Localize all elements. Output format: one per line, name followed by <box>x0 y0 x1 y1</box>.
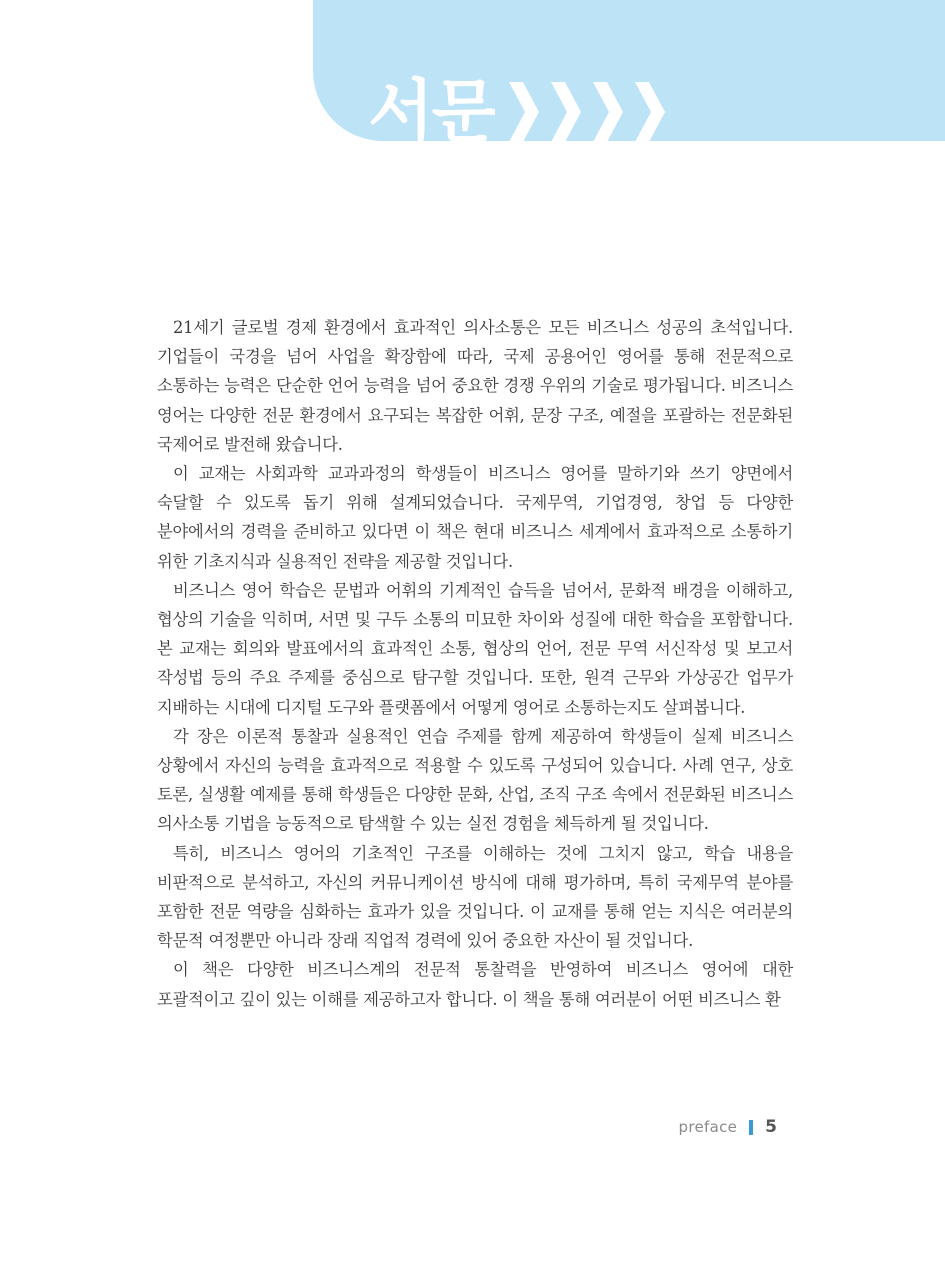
body-paragraph: 특히, 비즈니스 영어의 기초적인 구조를 이해하는 것에 그치지 않고, 학습 내용을 비판적으로 분석하고, 자신의 커뮤니케이션 방식에 대해 평가하며, 특히 국제무역 분야를 포함한 전문 역량을 심화하는 효과가 있을 것입니다. 이 교재를 통해 얻는 지식은 여러분의 학문적 여정뿐만 아니라 장래 직업적 경력에 있어 중요한 자산이 될 것입니다. <box>157 843 793 951</box>
chevron-right-icon <box>629 72 671 144</box>
running-label: preface <box>678 1118 738 1136</box>
preface-body <box>157 313 793 1014</box>
body-paragraph: 이 교재는 사회과학 교과과정의 학생들이 비즈니스 영어를 말하기와 쓰기 양면에서 숙달할 수 있도록 돕기 위해 설계되었습니다. 국제무역, 기업경영, 창업 등 다양한 분야에서의 경력을 준비하고 있다면 이 책은 현대 비즈니스 세계에서 효과적으로 소통하기 위한 기초지식과 실용적인 전략을 제공할 것입니다. <box>157 464 793 571</box>
page-footer <box>679 1115 777 1139</box>
chapter-title <box>368 72 671 144</box>
body-paragraph: 이 책은 다양한 비즈니스계의 전문적 통찰력을 반영하여 비즈니스 영어에 대한 포괄적이고 깊이 있는 이해를 제공하고자 합니다. 이 책을 통해 여러분이 어떤 비즈니스 환 <box>157 960 793 1009</box>
chevron-right-icon <box>545 72 587 144</box>
body-paragraph: 비즈니스 영어 학습은 문법과 어휘의 기계적인 습득을 넘어서, 문화적 배경을 이해하고, 협상의 기술을 익히며, 서면 및 구두 소통의 미묘한 차이와 성질에 대한 학습을 포함합니다. 본 교재는 회의와 발표에서의 효과적인 소통, 협상의 언어, 전문 무역 서신작성 및 보고서 작성법 등의 주요 주제를 중심으로 탐구할 것입니다. 또한, 원격 근무와 가상공간 업무가 지배하는 시대에 디지털 도구와 플랫폼에서 어떻게 영어로 소통하는지도 살펴봅니다. <box>157 580 793 717</box>
footer-marker-bar <box>749 1120 753 1135</box>
chevron-right-icon <box>587 72 629 144</box>
page-number: 5 <box>765 1117 777 1137</box>
chevron-right-icon <box>503 72 545 144</box>
body-paragraph: 21세기 글로벌 경제 환경에서 효과적인 의사소통은 모든 비즈니스 성공의 초석입니다. 기업들이 국경을 넘어 사업을 확장함에 따라, 국제 공용어인 영어를 통해 전문적으로 소통하는 능력은 단순한 언어 능력을 넘어 중요한 경쟁 우위의 기술로 평가됩니다. 비즈니스 영어는 다양한 전문 환경에서 요구되는 복잡한 어휘, 문장 구조, 예절을 포괄하는 전문화된 국제어로 발전해 왔습니다. <box>157 318 793 454</box>
body-paragraph: 각 장은 이론적 통찰과 실용적인 연습 주제를 함께 제공하여 학생들이 실제 비즈니스 상황에서 자신의 능력을 효과적으로 적용할 수 있도록 구성되어 있습니다. 사례 연구, 상호 토론, 실생활 예제를 통해 학생들은 다양한 문화, 산업, 조직 구조 속에서 전문화된 비즈니스 의사소통 기법을 능동적으로 탐색할 수 있는 실전 경험을 체득하게 될 것입니다. <box>157 726 793 834</box>
chapter-title-text: 서문 <box>368 73 496 144</box>
chevron-group <box>503 72 671 144</box>
